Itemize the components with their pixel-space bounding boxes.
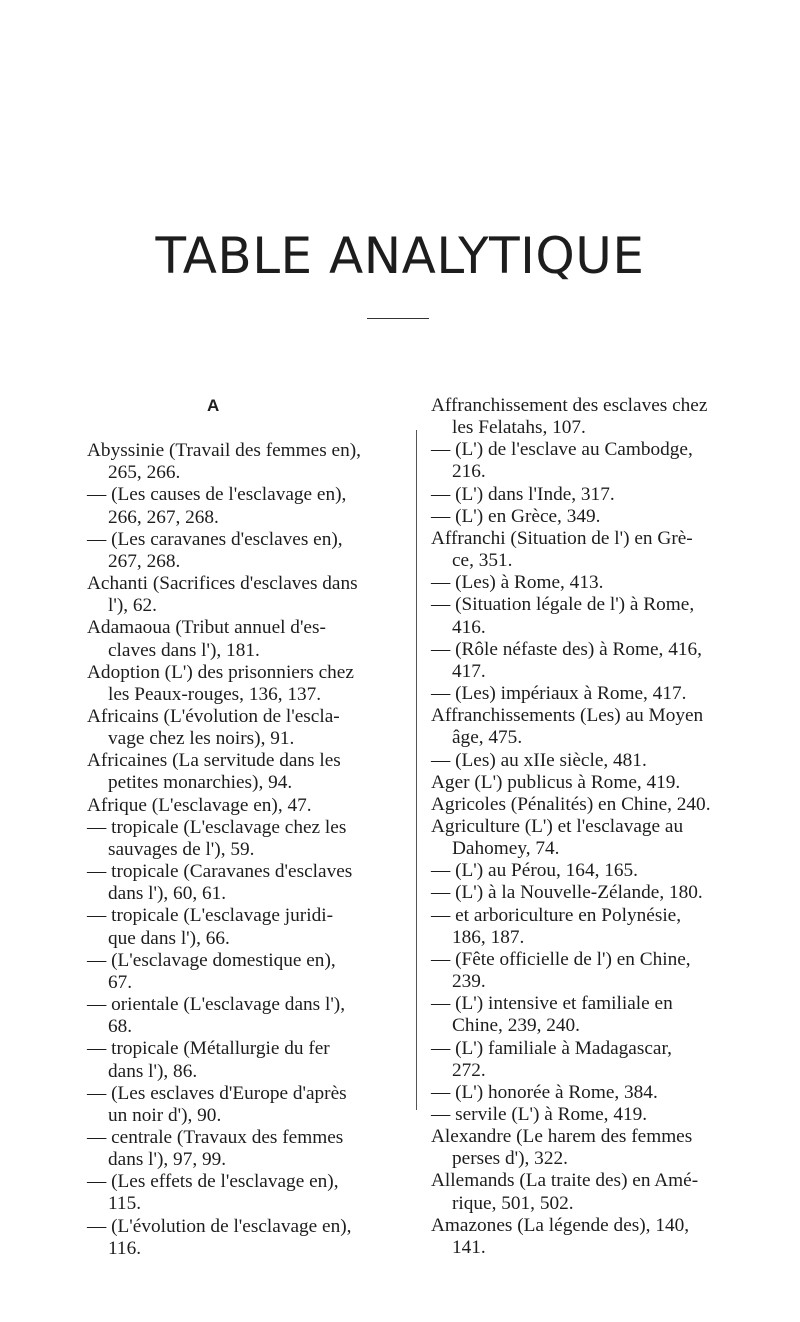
index-entry <box>87 905 387 949</box>
index-entry <box>87 440 387 484</box>
index-entry <box>87 1083 387 1127</box>
entry-dash: — <box>431 638 456 660</box>
entry-text: (Les) impériaux à Rome, 417. <box>455 683 687 705</box>
index-entry <box>87 662 387 706</box>
entry-dash: — <box>87 905 112 927</box>
entry-continuation: que dans l'), 66. <box>108 927 230 949</box>
entry-continuation: les Peaux-rouges, 136, 137. <box>108 683 322 705</box>
entry-dash: — <box>87 528 112 550</box>
entry-continuation: 417. <box>452 660 486 682</box>
entry-text: Alexandre (Le harem des femmes <box>431 1126 693 1148</box>
entry-text: Amazones (La légende des), 140, <box>431 1214 690 1236</box>
index-entry <box>431 1170 736 1214</box>
entry-text: servile (L') à Rome, 419. <box>455 1104 648 1125</box>
entry-continuation: 141. <box>452 1236 486 1258</box>
entry-continuation: 267, 268. <box>108 550 181 572</box>
entry-dash: — <box>431 505 456 527</box>
index-entry <box>431 816 736 860</box>
index-entry <box>431 1126 736 1170</box>
title-rule <box>367 318 429 319</box>
entry-continuation: 216. <box>452 461 486 483</box>
index-entry <box>87 817 387 861</box>
entry-text: (L') de l'esclave au Cambodge, <box>455 439 693 461</box>
entry-dash: — <box>431 439 456 461</box>
entry-text: (Rôle néfaste des) à Rome, 416, <box>455 638 702 660</box>
index-entry <box>431 949 736 993</box>
entry-text: tropicale (Métallurgie du fer <box>111 1038 330 1060</box>
entry-text: Agriculture (L') et l'esclavage au <box>431 815 684 837</box>
entry-dash: — <box>431 860 456 882</box>
entry-dash: — <box>431 993 456 1015</box>
index-entry <box>431 439 736 483</box>
entry-continuation: dans l'), 60, 61. <box>108 883 227 905</box>
entry-text: Affranchi (Situation de l') en Grè- <box>431 527 693 549</box>
index-entry <box>431 506 736 528</box>
entry-continuation: vage chez les noirs), 91. <box>108 728 295 750</box>
index-entry <box>87 1216 387 1260</box>
entry-text: Affranchissements (Les) au Moyen <box>431 705 704 727</box>
entry-text: Adoption (L') des prisonniers chez <box>87 661 354 683</box>
entry-continuation: 265, 266. <box>108 462 181 484</box>
entry-text: (Les esclaves d'Europe d'après <box>111 1082 347 1104</box>
entry-text: (L') au Pérou, 164, 165. <box>455 860 638 882</box>
entry-text: (L') en Grèce, 349. <box>455 505 601 527</box>
entry-continuation: 115. <box>108 1193 142 1215</box>
page-title: TABLE ANALYTIQUE <box>155 227 645 285</box>
entry-continuation: Dahomey, 74. <box>452 838 560 860</box>
index-entry <box>87 573 387 617</box>
entry-text: (Les) au xIIe siècle, 481. <box>455 749 647 771</box>
entry-continuation: 266, 267, 268. <box>108 506 219 528</box>
index-entry <box>87 617 387 661</box>
entry-text: (Les) à Rome, 413. <box>455 572 604 594</box>
index-entry <box>87 861 387 905</box>
entry-text: (L') honorée à Rome, 384. <box>455 1081 658 1103</box>
index-entry <box>431 772 736 794</box>
entry-text: centrale (Travaux des femmes <box>111 1126 344 1148</box>
index-entry <box>87 750 387 794</box>
entry-continuation: l'), 62. <box>108 595 157 617</box>
index-entry <box>431 860 736 882</box>
index-entry <box>431 705 736 749</box>
entry-dash: — <box>87 1082 112 1104</box>
entry-continuation: rique, 501, 502. <box>452 1192 574 1214</box>
entry-dash: — <box>431 1081 456 1103</box>
index-entry <box>431 1082 736 1104</box>
entry-text: orientale (L'esclavage dans l'), <box>111 994 346 1016</box>
entry-text: (L'esclavage domestique en), <box>111 949 336 971</box>
index-entry <box>431 594 736 638</box>
section-letter: A <box>207 396 220 415</box>
entry-text: (Les caravanes d'esclaves en), <box>111 528 343 550</box>
entry-continuation: 67. <box>108 971 133 993</box>
entry-continuation: claves dans l'), 181. <box>108 639 260 661</box>
index-entry <box>431 528 736 572</box>
entry-text: (L') dans l'Inde, 317. <box>455 483 615 505</box>
index-entry <box>87 706 387 750</box>
entry-text: Afrique (L'esclavage en), 47. <box>87 794 312 816</box>
entry-text: (Fête officielle de l') en Chine, <box>455 948 691 970</box>
right-column <box>431 395 736 1259</box>
entry-continuation: 239. <box>452 971 486 993</box>
entry-text: (Les effets de l'esclavage en), <box>111 1171 339 1193</box>
entry-text: (L') à la Nouvelle-Zélande, 180. <box>455 882 703 904</box>
entry-text: Achanti (Sacrifices d'esclaves dans <box>87 573 358 595</box>
entry-continuation: 68. <box>108 1016 133 1038</box>
index-entry <box>87 1127 387 1171</box>
index-entry <box>87 1171 387 1215</box>
entry-continuation: 416. <box>452 616 486 638</box>
entry-dash: — <box>87 994 112 1016</box>
entry-continuation: petites monarchies), 94. <box>108 772 293 794</box>
index-entry <box>431 905 736 949</box>
entry-dash: — <box>431 749 456 771</box>
entry-dash: — <box>87 861 112 883</box>
entry-dash: — <box>431 594 456 616</box>
entry-text: Africaines (La servitude dans les <box>87 750 341 772</box>
entry-continuation: dans l'), 86. <box>108 1060 198 1082</box>
index-entry <box>431 1104 736 1126</box>
entry-continuation: un noir d'), 90. <box>108 1104 222 1126</box>
index-entry <box>431 683 736 705</box>
entry-text: tropicale (Caravanes d'esclaves <box>111 861 353 883</box>
entry-continuation: perses d'), 322. <box>452 1148 568 1170</box>
index-entry <box>87 950 387 994</box>
entry-dash: — <box>431 1104 456 1125</box>
entry-dash: — <box>431 683 456 705</box>
left-column <box>87 395 387 1260</box>
entry-dash: — <box>87 1215 112 1237</box>
entry-dash: — <box>87 1171 112 1193</box>
entry-text: (Situation légale de l') à Rome, <box>455 594 695 616</box>
entry-text: (L') intensive et familiale en <box>455 993 673 1015</box>
entry-text: tropicale (L'esclavage juridi- <box>111 905 333 927</box>
entry-text: et arboriculture en Polynésie, <box>455 904 682 926</box>
entry-dash: — <box>431 1037 456 1059</box>
entry-text: Ager (L') publicus à Rome, 419. <box>431 771 681 793</box>
entry-dash: — <box>431 483 456 505</box>
index-entry <box>431 882 736 904</box>
index-entry <box>431 395 736 439</box>
index-entry <box>431 750 736 772</box>
index-entry <box>87 994 387 1038</box>
entry-continuation: Chine, 239, 240. <box>452 1015 581 1037</box>
entry-text: tropicale (L'esclavage chez les <box>111 816 347 838</box>
entry-text: Abyssinie (Travail des femmes en), <box>87 440 361 462</box>
index-entry <box>87 529 387 573</box>
right-entries <box>431 395 736 1259</box>
entry-dash: — <box>431 948 456 970</box>
index-entry <box>431 484 736 506</box>
entry-continuation: âge, 475. <box>452 727 523 749</box>
entry-text: (L'évolution de l'esclavage en), <box>111 1215 352 1237</box>
entry-continuation: sauvages de l'), 59. <box>108 838 255 860</box>
entry-text: Allemands (La traite des) en Amé- <box>431 1170 699 1192</box>
index-entry <box>431 1038 736 1082</box>
entry-continuation: 272. <box>452 1059 486 1081</box>
index-entry <box>87 795 387 817</box>
entry-dash: — <box>87 816 112 838</box>
entry-text: (Les causes de l'esclavage en), <box>111 484 347 506</box>
index-entry <box>87 484 387 528</box>
index-entry <box>87 1038 387 1082</box>
index-entry <box>431 993 736 1037</box>
entry-continuation: 186, 187. <box>452 926 525 948</box>
entry-text: Agricoles (Pénalités) en Chine, 240. <box>431 793 711 815</box>
entry-dash: — <box>431 572 456 594</box>
entry-dash: — <box>87 1038 112 1060</box>
index-entry <box>431 1215 736 1259</box>
entry-dash: — <box>431 882 456 904</box>
entry-dash: — <box>431 904 456 926</box>
entry-dash: — <box>87 1126 112 1148</box>
index-entry <box>431 794 736 816</box>
entry-continuation: les Felatahs, 107. <box>452 417 586 439</box>
entry-dash: — <box>87 949 112 971</box>
column-separator <box>416 430 417 1110</box>
index-entry <box>431 572 736 594</box>
entry-text: Adamaoua (Tribut annuel d'es- <box>87 617 326 639</box>
entry-continuation: 116. <box>108 1237 142 1259</box>
entry-text: (L') familiale à Madagascar, <box>455 1037 672 1059</box>
entry-continuation: ce, 351. <box>452 550 513 572</box>
entry-continuation: dans l'), 97, 99. <box>108 1149 227 1171</box>
entry-text: Africains (L'évolution de l'escla- <box>87 706 340 728</box>
index-entry <box>431 639 736 683</box>
entry-dash: — <box>87 484 112 506</box>
left-entries <box>87 440 387 1260</box>
entry-text: Affranchissement des esclaves chez <box>431 395 708 416</box>
